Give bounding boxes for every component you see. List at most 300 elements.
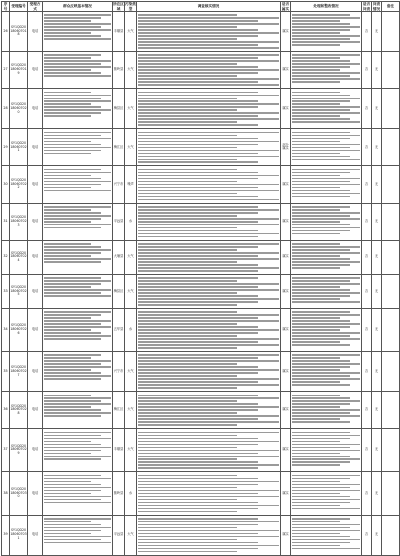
cell-region: 兴宁市 [113,352,125,392]
cell-sent: 无 [372,515,382,555]
text-line [138,366,258,368]
cell-seq: 35 [2,352,10,392]
text-line [292,184,360,186]
text-line [292,98,360,100]
cell-type: 噪声 [125,166,137,203]
text-line [292,66,350,68]
text-line [138,156,279,158]
text-line [44,141,91,143]
cell-id: SY1QD20180607022 [10,166,28,203]
text-line [44,412,111,414]
text-line [44,311,111,313]
text-line [292,502,350,504]
cell-type: 大气 [125,12,137,52]
text-line [292,335,350,337]
cell-type: 水 [125,472,137,515]
text-line [44,521,91,523]
text-line [138,255,258,257]
text-line [138,280,237,282]
text-line [138,456,279,458]
text-line [138,292,237,294]
text-line [138,527,237,529]
text-line [292,289,350,291]
cell-region: 丰顺县 [113,429,125,472]
text-line [292,78,360,80]
text-line [138,159,237,161]
text-line [44,103,91,105]
text-line [138,381,258,383]
text-line [292,338,360,340]
text-line [292,447,350,449]
cell-type: 大气 [125,392,137,429]
cell-verified: 属实 [281,515,291,555]
text-line [292,397,350,399]
text-line [292,175,340,177]
text-line [138,317,258,319]
text-line [44,286,91,288]
cell-investigation [137,309,281,352]
text-line [292,243,340,245]
text-line [138,415,279,417]
text-line [138,84,279,86]
cell-sent: 无 [372,392,382,429]
text-line [44,72,101,74]
text-line [44,475,101,477]
text-line [138,384,279,386]
text-line [292,456,350,458]
text-line [138,467,258,469]
text-line [138,184,279,186]
text-line [44,54,101,56]
text-line [44,92,91,94]
text-line [138,212,258,214]
cell-seq: 36 [2,392,10,429]
text-line [44,338,101,340]
cell-method: 电话 [28,52,43,89]
text-line [44,66,111,68]
text-line [138,441,279,443]
cell-content [43,429,113,472]
text-line [138,95,279,97]
text-line [44,109,111,111]
text-line [292,54,360,56]
text-line [138,118,279,120]
text-line [44,335,111,337]
cell-handling [291,392,362,429]
cell-handling [291,129,362,166]
text-line [292,326,350,328]
text-line [292,533,340,535]
text-line [138,464,279,466]
cell-id: SY1QD20180607024 [10,240,28,274]
text-line [292,249,350,251]
text-line [44,249,111,251]
cell-seq: 33 [2,274,10,308]
text-line [138,490,279,492]
text-line [44,456,111,458]
text-line [292,26,360,28]
text-line [138,438,258,440]
text-line [138,57,258,59]
cell-notes [382,12,400,52]
cell-method: 电话 [28,352,43,392]
cell-investigation [137,52,281,89]
cell-region: 平远县 [113,203,125,240]
cell-accountable: 否 [362,392,372,429]
header-accountable: 是否问责 [362,2,371,11]
text-line [292,218,360,220]
cell-id: SY1QD20180607021 [10,129,28,166]
cell-verified: 属实 [281,89,291,129]
text-line [44,403,111,405]
cell-sent: 无 [372,240,382,274]
text-line [138,551,237,553]
text-line [138,511,237,513]
text-line [138,215,237,217]
text-line [292,17,360,19]
text-line [292,23,350,25]
text-line [292,536,350,538]
text-line [138,487,237,489]
text-line [292,435,360,437]
text-line [44,395,91,397]
text-line [292,215,350,217]
text-line [138,496,279,498]
text-line [44,314,101,316]
text-line [138,209,279,211]
text-line [292,112,360,114]
text-line [292,178,360,180]
text-line [292,493,340,495]
text-line [138,518,258,520]
cell-investigation [137,352,281,392]
text-line [292,487,350,489]
text-line [44,378,101,380]
text-line [292,267,340,269]
cell-accountable: 否 [362,166,372,203]
cell-method: 电话 [28,166,43,203]
cell-method: 电话 [28,392,43,429]
cell-region: 蕉岭县 [113,472,125,515]
text-line [138,169,237,171]
text-line [292,441,340,443]
text-line [292,508,360,510]
text-line [44,354,101,356]
text-line [44,484,101,486]
text-line [44,190,111,192]
text-line [292,106,360,108]
text-line [138,335,237,337]
text-line [138,521,279,523]
text-line [292,100,350,102]
cell-content [43,89,113,129]
cell-accountable: 否 [362,352,372,392]
text-line [44,542,111,544]
text-line [292,505,340,507]
cell-investigation [137,166,281,203]
text-line [138,172,258,174]
text-line [138,206,258,208]
cell-content [43,309,113,352]
header-notes: 备注 [382,2,400,12]
text-line [44,138,111,140]
text-line [138,400,237,402]
text-line [44,323,101,325]
cell-type: 大气 [125,274,137,308]
text-line [138,72,258,74]
table-row [2,52,400,89]
cell-region: 蕉岭县 [113,52,125,89]
text-line [44,295,111,297]
text-line [138,92,258,94]
text-line [138,369,279,371]
cell-type: 水 [125,203,137,240]
text-line [292,418,340,420]
text-line [44,536,111,538]
text-line [292,81,340,83]
text-line [138,147,237,149]
text-line [44,221,91,223]
header-sent: 问责情况 [372,2,381,11]
cell-handling [291,274,362,308]
text-line [138,357,258,359]
cell-seq: 26 [2,12,10,52]
cell-id: SY1QD20180607018 [10,12,28,52]
text-line [44,100,111,102]
text-line [292,530,360,532]
cell-sent: 无 [372,203,382,240]
text-line [292,181,350,183]
text-line [44,224,111,226]
table-row [2,472,400,515]
text-line [138,190,279,192]
text-line [44,261,101,263]
text-line [44,209,91,211]
text-line [44,14,111,16]
cell-region: 平远县 [113,515,125,555]
text-line [44,326,111,328]
text-line [44,490,101,492]
text-line [138,418,258,420]
text-line [44,175,91,177]
text-line [292,381,340,383]
cell-notes [382,429,400,472]
text-line [138,135,237,137]
cell-type: 大气 [125,240,137,274]
text-line [138,397,279,399]
text-line [292,301,360,303]
text-line [138,63,237,65]
text-line [292,38,350,40]
cell-notes [382,240,400,274]
text-line [138,435,237,437]
cell-sent: 无 [372,166,382,203]
text-line [44,135,101,137]
cell-seq: 28 [2,89,10,129]
text-line [138,378,279,380]
text-line [138,161,258,163]
text-line [44,112,101,114]
text-line [138,403,258,405]
text-line [292,57,340,59]
cell-content [43,240,113,274]
text-line [292,545,340,547]
cell-id: SY1QD20180607026 [10,309,28,352]
text-line [292,221,340,223]
text-line [292,438,350,440]
text-line [44,499,101,501]
text-line [44,184,101,186]
text-line [292,298,340,300]
cell-accountable: 否 [362,274,372,308]
text-line [138,98,237,100]
cell-method: 电话 [28,240,43,274]
cell-handling [291,240,362,274]
text-line [44,329,91,331]
text-line [138,230,258,232]
text-line [138,332,258,334]
text-line [44,26,101,28]
text-line [138,54,279,56]
text-line [138,311,237,313]
text-line [44,415,101,417]
text-line [292,258,350,260]
text-line [138,103,279,105]
text-line [44,29,111,31]
text-line [138,453,258,455]
cell-region: 丰顺县 [113,12,125,52]
text-line [44,181,111,183]
text-line [138,481,279,483]
header-id: 受理编号 [10,2,28,12]
cell-handling [291,515,362,555]
text-line [138,444,258,446]
cell-verified: 属实 [281,12,291,52]
table-row [2,129,400,166]
text-line [44,115,91,117]
text-line [138,508,258,510]
text-line [44,172,111,174]
text-line [292,357,340,359]
text-line [138,121,237,123]
cell-seq: 27 [2,52,10,89]
text-line [138,548,258,550]
text-line [292,141,340,143]
text-line [292,490,360,492]
cell-handling [291,429,362,472]
text-line [138,26,237,28]
text-line [292,395,340,397]
cell-verified: 属实 [281,166,291,203]
cell-notes [382,129,400,166]
text-line [138,424,237,426]
text-line [138,458,237,460]
cell-investigation [137,89,281,129]
text-line [292,412,350,414]
cell-verified: 属实 [281,240,291,274]
text-line [292,172,350,174]
text-line [44,75,111,77]
text-line [44,35,101,37]
text-line [138,314,279,316]
cell-method: 电话 [28,12,43,52]
text-line [44,98,101,100]
text-line [138,533,258,535]
cell-verified: 属实 [281,52,291,89]
text-line [44,527,111,529]
cell-investigation [137,472,281,515]
cell-method: 电话 [28,274,43,308]
cell-method: 电话 [28,309,43,352]
text-line [44,357,91,359]
table-row [2,203,400,240]
text-line [292,252,360,254]
text-line [44,95,111,97]
text-line [292,518,350,520]
text-line [292,478,350,480]
text-line [292,521,340,523]
text-line [292,63,360,65]
text-line [138,141,279,143]
cell-content [43,274,113,308]
text-line [138,502,258,504]
cell-content [43,12,113,52]
text-line [44,502,111,504]
text-line [44,397,111,399]
text-line [292,121,360,123]
text-line [292,92,340,94]
cell-notes [382,203,400,240]
text-line [292,147,350,149]
text-line [292,283,360,285]
cell-seq: 32 [2,240,10,274]
cell-investigation [137,392,281,429]
text-line [44,478,111,480]
cell-region: 五华县 [113,309,125,352]
text-line [292,292,360,294]
text-line [138,181,237,183]
text-line [292,150,360,152]
text-line [44,280,111,282]
text-line [44,441,91,443]
table-row [2,515,400,555]
text-line [138,363,237,365]
text-line [138,218,279,220]
text-line [44,447,111,449]
cell-id: SY1QD20180607020 [10,89,28,129]
cell-type: 大气 [125,52,137,89]
text-line [44,332,101,334]
text-line [138,132,279,134]
text-line [292,132,350,134]
text-line [292,280,350,282]
text-line [292,360,350,362]
text-line [292,317,340,319]
table-row [2,392,400,429]
text-line [138,375,237,377]
text-line [44,227,101,229]
text-line [44,539,101,541]
text-line [138,29,258,31]
text-line [44,106,101,108]
text-line [138,44,258,46]
text-line [44,363,101,365]
text-line [44,150,101,152]
text-line [138,224,279,226]
text-line [292,144,360,146]
cell-region: 大埔县 [113,240,125,274]
text-line [292,138,350,140]
